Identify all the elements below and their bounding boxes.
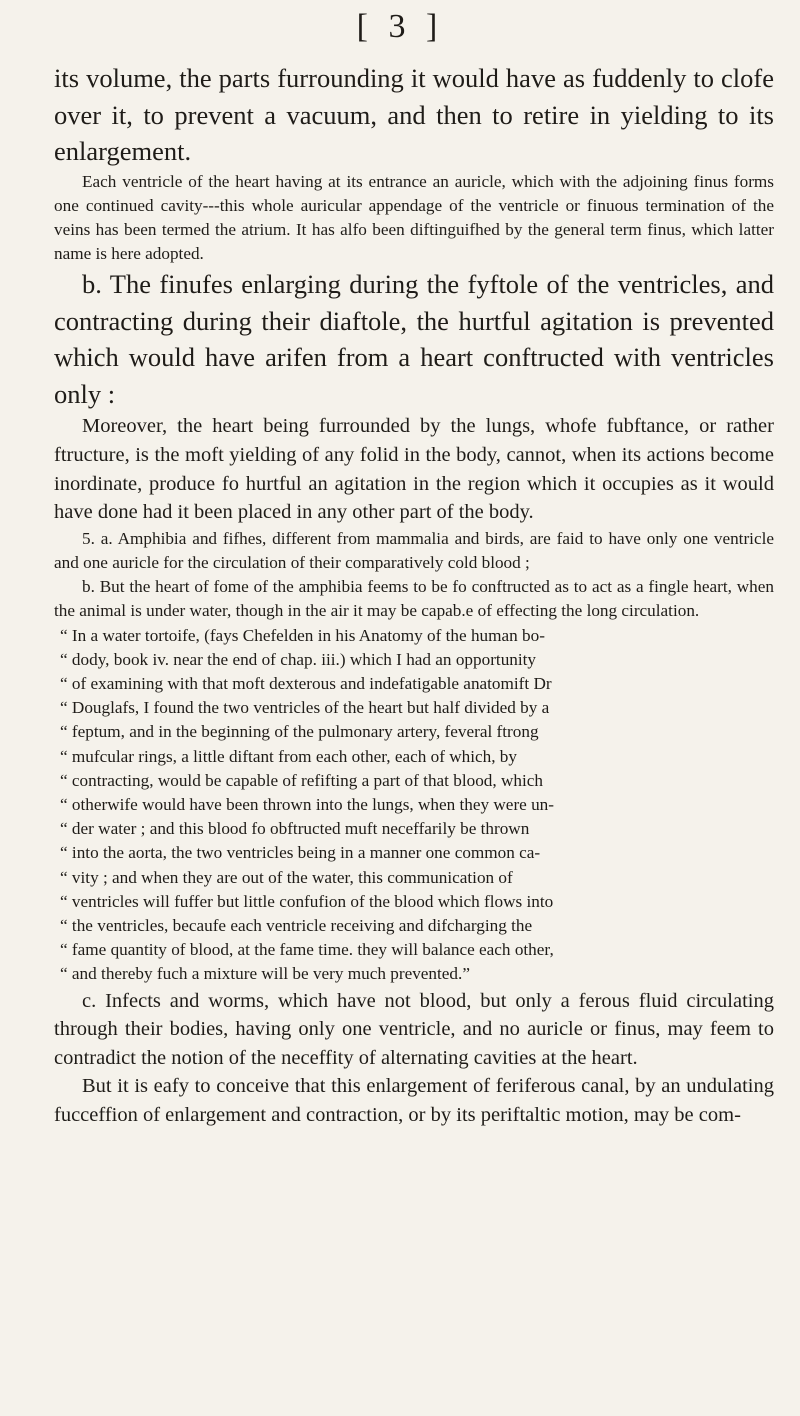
note-atrium: Each ventricle of the heart having at its entrance an auricle, which with the adjoining finus forms one continued cavity---this whole auricular appendage of the ventricle or finuous termination of the veins has been termed the atrium. It has alfo been diftinguifhed by the general term finus, which latter name is here adopted. [54, 171, 774, 264]
quote-line: “ der water ; and this blood fo obftructed muft neceffarily be thrown [60, 819, 530, 839]
quote-line: “ ventricles will fuffer but little confufion of the blood which flows into [60, 891, 554, 911]
quote-line: “ the ventricles, becaufe each ventricle receiving and difcharging the [60, 915, 533, 935]
paragraph-lungs: Moreover, the heart being furrounded by the lungs, whofe fubftance, or rather ftructure, is the moft yielding of any folid in the body, cannot, when its actions become inordinate, produce fo hurtful an agitation in the region which it occupies as it would have done had it been placed in any other part of the body. [54, 415, 774, 524]
quote-line: “ fame quantity of blood, at the fame time. they will balance each other, [60, 940, 554, 960]
quote-line: “ In a water tortoife, (fays Chefelden in his Anatomy of the human bo- [60, 625, 545, 645]
body-text [54, 60, 774, 1130]
page-number: [ 3 ] [356, 8, 444, 45]
paragraph-canal: But it is eafy to conceive that this enlargement of feriferous canal, by an undulating fucceffion of enlargement and contraction, or by its periftaltic motion, may be com- [54, 1075, 774, 1126]
paragraph-amphibia: 5. a. Amphibia and fifhes, different from mammalia and birds, are faid to have only one ventricle and one auricle for the circulation of their comparatively cold blood ; [54, 528, 774, 572]
quote-line: “ Douglafs, I found the two ventricles of the heart but half divided by a [60, 698, 550, 718]
quote-line: “ of examining with that moft dexterous and indefatigable anatomift Dr [60, 673, 552, 693]
paragraph-sinuses: b. The finufes enlarging during the fyftole of the ventricles, and contracting during their diaftole, the hurtful agitation is prevented which would have arifen from a heart conftructed with ventricles only : [54, 269, 774, 409]
quote-line: “ into the aorta, the two ventricles being in a manner one common ca- [60, 843, 541, 863]
quote-line: “ and thereby fuch a mixture will be very much prevented.” [60, 964, 470, 984]
quote-line: “ otherwife would have been thrown into the lungs, when they were un- [60, 794, 554, 814]
quote-line: “ vity ; and when they are out of the water, this communication of [60, 867, 513, 887]
quote-line: “ dody, book iv. near the end of chap. iii.) which I had an opportunity [60, 649, 537, 669]
paragraph-single-heart: b. But the heart of fome of the amphibia feems to be fo conftructed as to act as a fingle heart, when the animal is under water, though in the air it may be capab.e of effecting the long circulation. [54, 577, 774, 621]
paragraph-insects: c. Infects and worms, which have not blood, but only a ferous fluid circulating through their bodies, having only one ventricle, and no auricle or finus, may feem to contradict the notion of the neceffity of alternating cavities at the heart. [54, 989, 774, 1069]
quote-cheselden [54, 624, 774, 987]
quote-line: “ contracting, would be capable of refifting a part of that blood, which [60, 770, 543, 790]
quote-line: “ feptum, and in the beginning of the pulmonary artery, feveral ftrong [60, 722, 539, 742]
paragraph-volume: its volume, the parts furrounding it would have as fuddenly to clofe over it, to prevent a vacuum, and then to retire in yielding to its enlargement. [54, 63, 774, 166]
quote-line: “ mufcular rings, a little diftant from each other, each of which, by [60, 746, 517, 766]
